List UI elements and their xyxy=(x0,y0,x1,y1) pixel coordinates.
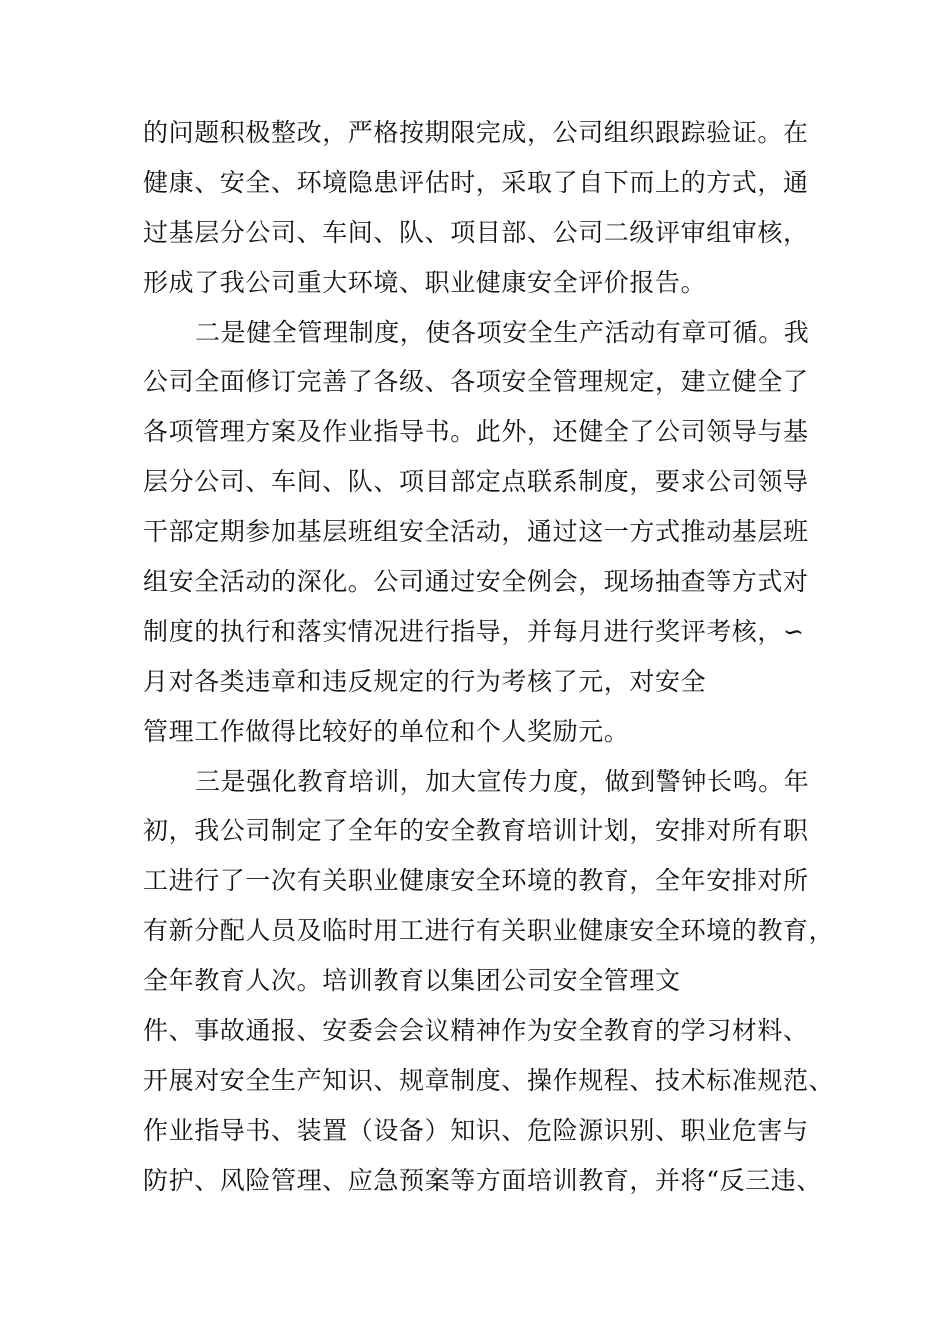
text-line-20: 开展对安全生产知识、规章制度、操作规程、技术标准规范、 xyxy=(143,1065,835,1095)
text-line-6: 公司全面修订完善了各级、各项安全管理规定，建立健全了 xyxy=(143,367,809,397)
text-line-22: 防护、风险管理、应急预案等方面培训教育，并将“反三违、 xyxy=(143,1165,822,1195)
text-line-10: 组安全活动的深化。公司通过安全例会，现场抽查等方式对 xyxy=(143,567,809,597)
text-line-12: 月对各类违章和违反规定的行为考核了元，对安全 xyxy=(143,666,707,696)
text-line-2: 健康、安全、环境隐患评估时，采取了自下而上的方式，通 xyxy=(143,167,809,197)
text-line-1: 的问题积极整改，严格按期限完成，公司组织跟踪验证。在 xyxy=(143,118,809,147)
text-line-21: 作业指导书、装置（设备）知识、危险源识别、职业危害与 xyxy=(143,1115,809,1145)
text-line-9: 干部定期参加基层班组安全活动，通过这一方式推动基层班 xyxy=(143,517,809,547)
text-line-18: 全年教育人次。培训教育以集团公司安全管理文 xyxy=(143,966,681,996)
text-line-14: 三是强化教育培训，加大宣传力度，做到警钟长鸣。年 xyxy=(195,766,810,796)
text-line-4: 形成了我公司重大环境、职业健康安全评价报告。 xyxy=(143,267,707,297)
text-line-11: 制度的执行和落实情况进行指导，并每月进行奖评考核，∽ xyxy=(143,616,805,646)
text-line-16: 工进行了一次有关职业健康安全环境的教育，全年安排对所 xyxy=(143,866,809,896)
text-line-17: 有新分配人员及临时用工进行有关职业健康安全环境的教育， xyxy=(143,916,835,946)
text-line-8: 层分公司、车间、队、项目部定点联系制度，要求公司领导 xyxy=(143,467,809,497)
text-line-13: 管理工作做得比较好的单位和个人奖励元。 xyxy=(143,716,630,746)
text-line-3: 过基层分公司、车间、队、项目部、公司二级评审组审核， xyxy=(143,217,809,247)
text-line-5: 二是健全管理制度，使各项安全生产活动有章可循。我 xyxy=(195,317,810,347)
text-line-19: 件、事故通报、安委会会议精神作为安全教育的学习材料、 xyxy=(143,1016,809,1046)
text-line-7: 各项管理方案及作业指导书。此外，还健全了公司领导与基 xyxy=(143,417,809,447)
text-line-15: 初，我公司制定了全年的安全教育培训计划，安排对所有职 xyxy=(143,816,809,846)
document-body xyxy=(143,108,835,1206)
